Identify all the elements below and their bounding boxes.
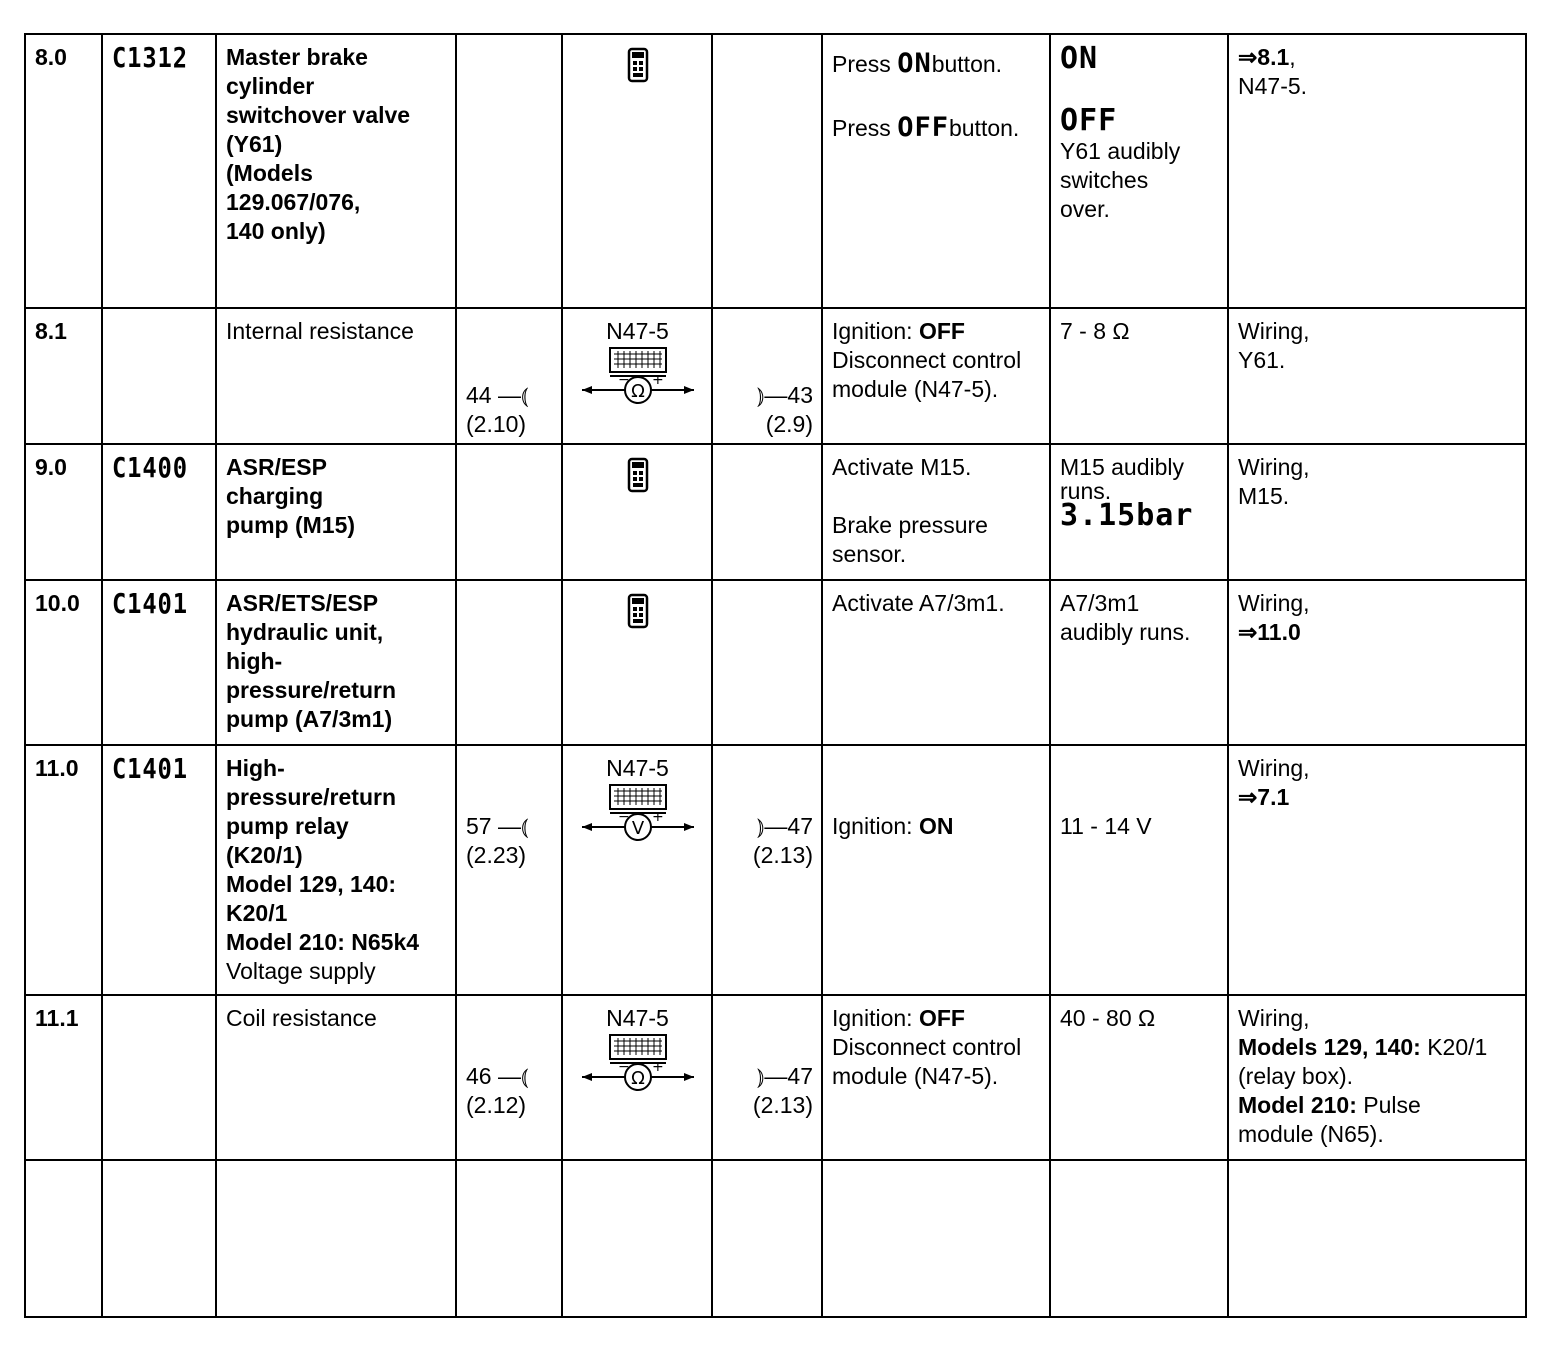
test-connection-right	[712, 34, 822, 308]
test-equipment: N47-5 V − +	[562, 745, 712, 995]
socket-left-icon: —⦅	[497, 1063, 529, 1089]
empty-cell	[102, 1160, 216, 1317]
fault-code	[102, 308, 216, 444]
component-name: High- pressure/return pump relay (K20/1) Model 129, 140: K20/1 Model 210: N65k4 Voltage supply	[216, 745, 456, 995]
empty-cell	[456, 1160, 562, 1317]
nominal-value: M15 audibly runs. 3.15bar	[1050, 444, 1228, 580]
test-equipment	[562, 580, 712, 745]
test-connection-right	[712, 580, 822, 745]
table-row-8-1	[25, 308, 1526, 444]
remedy: Wiring, ⇒7.1	[1228, 745, 1526, 995]
empty-cell	[1050, 1160, 1228, 1317]
svg-text:+: +	[651, 372, 664, 388]
ohmmeter-connector-icon	[578, 1033, 698, 1095]
svg-text:−: −	[617, 1059, 630, 1075]
test-connection-left	[456, 580, 562, 745]
svg-text:−: −	[617, 809, 630, 825]
test-conditions: Ignition: ON	[822, 745, 1050, 995]
test-conditions: Activate A7/3m1.	[822, 580, 1050, 745]
remedy: ⇒8.1, N47-5.	[1228, 34, 1526, 308]
table-row-empty	[25, 1160, 1526, 1317]
step-number: 10.0	[25, 580, 102, 745]
socket-left-icon: —⦅	[497, 813, 529, 839]
fault-code: C1312	[102, 34, 216, 308]
nominal-value: ON OFF Y61 audibly switches over.	[1050, 34, 1228, 308]
socket-right-icon: ⦆—	[756, 382, 788, 408]
test-conditions: Activate M15. Brake pressure sensor.	[822, 444, 1050, 580]
diagnostic-test-table	[24, 33, 1527, 1318]
table-row-10-0	[25, 580, 1526, 745]
hand-tester-icon	[625, 457, 651, 493]
component-name: ASR/ESP charging pump (M15)	[216, 444, 456, 580]
component-name: ASR/ETS/ESP hydraulic unit, high- pressure/return pump (A7/3m1)	[216, 580, 456, 745]
svg-text:V: V	[631, 818, 644, 839]
test-connection-left: 57 —⦅ (2.23)	[456, 745, 562, 995]
ohmmeter-connector-icon	[578, 346, 698, 408]
svg-text:+: +	[651, 1059, 664, 1075]
test-connection-right: ⦆—47 (2.13)	[712, 995, 822, 1160]
fault-code: C1400	[102, 444, 216, 580]
step-number: 8.1	[25, 308, 102, 444]
hand-tester-icon	[625, 47, 651, 83]
test-table-sheet	[24, 33, 1525, 1316]
test-connection-left: 46 —⦅ (2.12)	[456, 995, 562, 1160]
test-connection-right: ⦆—43 (2.9)	[712, 308, 822, 444]
test-conditions: Ignition: OFF Disconnect control module (N47-5).	[822, 995, 1050, 1160]
empty-cell	[1228, 1160, 1526, 1317]
hand-tester-icon	[625, 593, 651, 629]
empty-cell	[562, 1160, 712, 1317]
test-equipment: N47-5 Ω − +	[562, 995, 712, 1160]
component-name: Coil resistance	[216, 995, 456, 1160]
remedy: Wiring, ⇒11.0	[1228, 580, 1526, 745]
empty-cell	[216, 1160, 456, 1317]
step-number: 9.0	[25, 444, 102, 580]
empty-cell	[822, 1160, 1050, 1317]
socket-right-icon: ⦆—	[756, 813, 788, 839]
table-row-9-0	[25, 444, 1526, 580]
table-row-8-0	[25, 34, 1526, 308]
fault-code: C1401	[102, 745, 216, 995]
svg-text:+: +	[651, 809, 664, 825]
step-number: 11.0	[25, 745, 102, 995]
step-number: 11.1	[25, 995, 102, 1160]
nominal-value: 40 - 80 Ω	[1050, 995, 1228, 1160]
table-row-11-1	[25, 995, 1526, 1160]
remedy: Wiring, Models 129, 140: K20/1 (relay box). Model 210: Pulse module (N65).	[1228, 995, 1526, 1160]
test-equipment: N47-5 Ω − +	[562, 308, 712, 444]
svg-text:−: −	[617, 372, 630, 388]
empty-cell	[712, 1160, 822, 1317]
table-row-11-0	[25, 745, 1526, 995]
voltmeter-connector-icon	[578, 783, 698, 845]
test-connection-right	[712, 444, 822, 580]
test-connection-left: 44 —⦅ (2.10)	[456, 308, 562, 444]
test-connection-left	[456, 444, 562, 580]
socket-right-icon: ⦆—	[756, 1063, 788, 1089]
nominal-value: 11 - 14 V	[1050, 745, 1228, 995]
socket-left-icon: —⦅	[497, 382, 529, 408]
svg-text:Ω: Ω	[630, 381, 645, 402]
fault-code: C1401	[102, 580, 216, 745]
test-connection-right: ⦆—47 (2.13)	[712, 745, 822, 995]
test-equipment	[562, 444, 712, 580]
nominal-value: A7/3m1 audibly runs.	[1050, 580, 1228, 745]
test-conditions: Ignition: OFF Disconnect control module (N47-5).	[822, 308, 1050, 444]
test-conditions: Press ONbutton. Press OFFbutton.	[822, 34, 1050, 308]
pressure-display: 3.15bar	[1060, 498, 1194, 533]
nominal-value: 7 - 8 Ω	[1050, 308, 1228, 444]
svg-text:Ω: Ω	[630, 1068, 645, 1089]
empty-cell	[25, 1160, 102, 1317]
fault-code	[102, 995, 216, 1160]
test-equipment	[562, 34, 712, 308]
step-number: 8.0	[25, 34, 102, 308]
test-connection-left	[456, 34, 562, 308]
remedy: Wiring, M15.	[1228, 444, 1526, 580]
component-name: Internal resistance	[216, 308, 456, 444]
component-name: Master brake cylinder switchover valve (Y61) (Models 129.067/076, 140 only)	[216, 34, 456, 308]
remedy: Wiring, Y61.	[1228, 308, 1526, 444]
